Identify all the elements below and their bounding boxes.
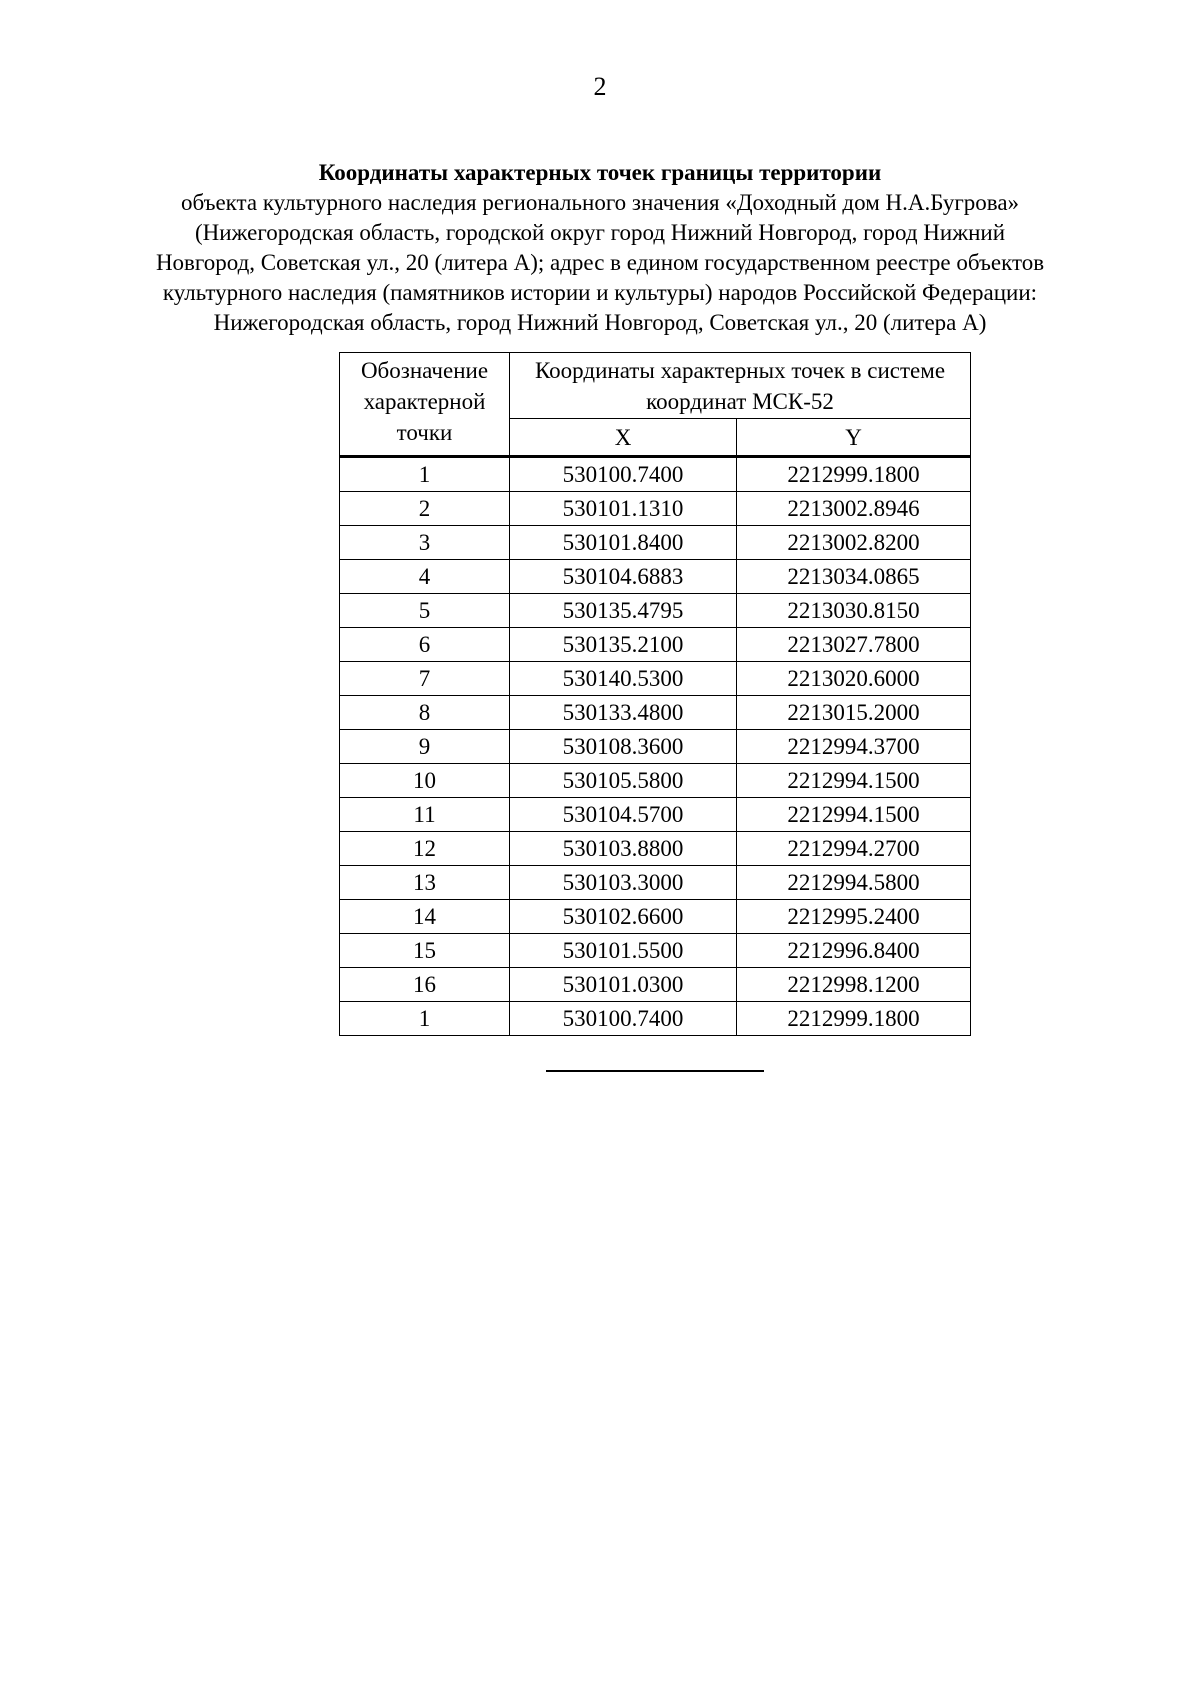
cell-x: 530104.6883 <box>510 560 737 594</box>
table-row <box>340 560 971 594</box>
header-line: Обозначение <box>360 358 489 383</box>
table-row <box>340 798 971 832</box>
table-row <box>340 934 971 968</box>
table-row <box>340 1002 971 1036</box>
table-row <box>340 492 971 526</box>
table-row <box>340 730 971 764</box>
cell-x: 530101.8400 <box>510 526 737 560</box>
cell-y: 2212994.5800 <box>737 866 971 900</box>
cell-x: 530105.5800 <box>510 764 737 798</box>
cell-y: 2213002.8946 <box>737 492 971 526</box>
heading-title: Координаты характерных точек границы территории <box>318 160 882 185</box>
cell-y: 2213034.0865 <box>737 560 971 594</box>
table-row <box>340 968 971 1002</box>
cell-y: 2212994.1500 <box>737 764 971 798</box>
table-row <box>340 628 971 662</box>
header-line: Координаты характерных точек в системе <box>534 358 946 383</box>
cell-point: 14 <box>340 900 510 934</box>
cell-y: 2212995.2400 <box>737 900 971 934</box>
cell-point: 5 <box>340 594 510 628</box>
cell-x: 530100.7400 <box>510 457 737 492</box>
column-header-coordinate-system <box>510 353 971 419</box>
table-row <box>340 662 971 696</box>
heading-line: Новгород, Советская ул., 20 (литера А); адрес в едином государственном реестре объектов <box>155 250 1045 275</box>
cell-point: 3 <box>340 526 510 560</box>
column-header-y: Y <box>737 419 971 457</box>
cell-x: 530140.5300 <box>510 662 737 696</box>
cell-point: 16 <box>340 968 510 1002</box>
cell-x: 530108.3600 <box>510 730 737 764</box>
cell-point: 9 <box>340 730 510 764</box>
table-row <box>340 866 971 900</box>
cell-y: 2213002.8200 <box>737 526 971 560</box>
cell-y: 2212999.1800 <box>737 1002 971 1036</box>
header-line: характерной <box>363 389 486 414</box>
cell-point: 7 <box>340 662 510 696</box>
cell-point: 8 <box>340 696 510 730</box>
cell-x: 530104.5700 <box>510 798 737 832</box>
table-row <box>340 457 971 492</box>
cell-x: 530135.2100 <box>510 628 737 662</box>
cell-point: 15 <box>340 934 510 968</box>
cell-x: 530101.5500 <box>510 934 737 968</box>
table-row <box>340 832 971 866</box>
header-line: точки <box>396 420 453 445</box>
cell-y: 2212994.1500 <box>737 798 971 832</box>
cell-y: 2212994.2700 <box>737 832 971 866</box>
cell-point: 10 <box>340 764 510 798</box>
cell-point: 1 <box>340 457 510 492</box>
heading-line: культурного наследия (памятников истории и культуры) народов Российской Федерации: <box>162 280 1038 305</box>
end-divider <box>546 1070 764 1072</box>
cell-y: 2213015.2000 <box>737 696 971 730</box>
cell-point: 12 <box>340 832 510 866</box>
cell-y: 2212998.1200 <box>737 968 971 1002</box>
cell-point: 11 <box>340 798 510 832</box>
cell-point: 2 <box>340 492 510 526</box>
cell-point: 4 <box>340 560 510 594</box>
table-row <box>340 764 971 798</box>
header-line: координат МСК-52 <box>646 389 834 414</box>
cell-y: 2212994.3700 <box>737 730 971 764</box>
cell-x: 530103.3000 <box>510 866 737 900</box>
cell-x: 530135.4795 <box>510 594 737 628</box>
table-row <box>340 526 971 560</box>
cell-point: 13 <box>340 866 510 900</box>
cell-y: 2213020.6000 <box>737 662 971 696</box>
column-header-x: X <box>510 419 737 457</box>
cell-y: 2213027.7800 <box>737 628 971 662</box>
table-row <box>340 900 971 934</box>
cell-x: 530100.7400 <box>510 1002 737 1036</box>
table-row <box>340 696 971 730</box>
page-number: 2 <box>593 72 607 101</box>
cell-point: 6 <box>340 628 510 662</box>
cell-x: 530102.6600 <box>510 900 737 934</box>
cell-x: 530133.4800 <box>510 696 737 730</box>
column-header-designation <box>340 353 510 457</box>
cell-y: 2212996.8400 <box>737 934 971 968</box>
coordinates-table <box>339 352 971 1036</box>
cell-x: 530101.1310 <box>510 492 737 526</box>
cell-x: 530103.8800 <box>510 832 737 866</box>
table-row <box>340 594 971 628</box>
cell-x: 530101.0300 <box>510 968 737 1002</box>
cell-y: 2212999.1800 <box>737 457 971 492</box>
document-heading <box>100 158 1100 338</box>
heading-line: (Нижегородская область, городской округ город Нижний Новгород, город Нижний <box>194 220 1006 245</box>
cell-y: 2213030.8150 <box>737 594 971 628</box>
heading-line: объекта культурного наследия регионального значения «Доходный дом Н.А.Бугрова» <box>180 190 1020 215</box>
heading-line: Нижегородская область, город Нижний Новгород, Советская ул., 20 (литера А) <box>213 310 987 335</box>
cell-point: 1 <box>340 1002 510 1036</box>
